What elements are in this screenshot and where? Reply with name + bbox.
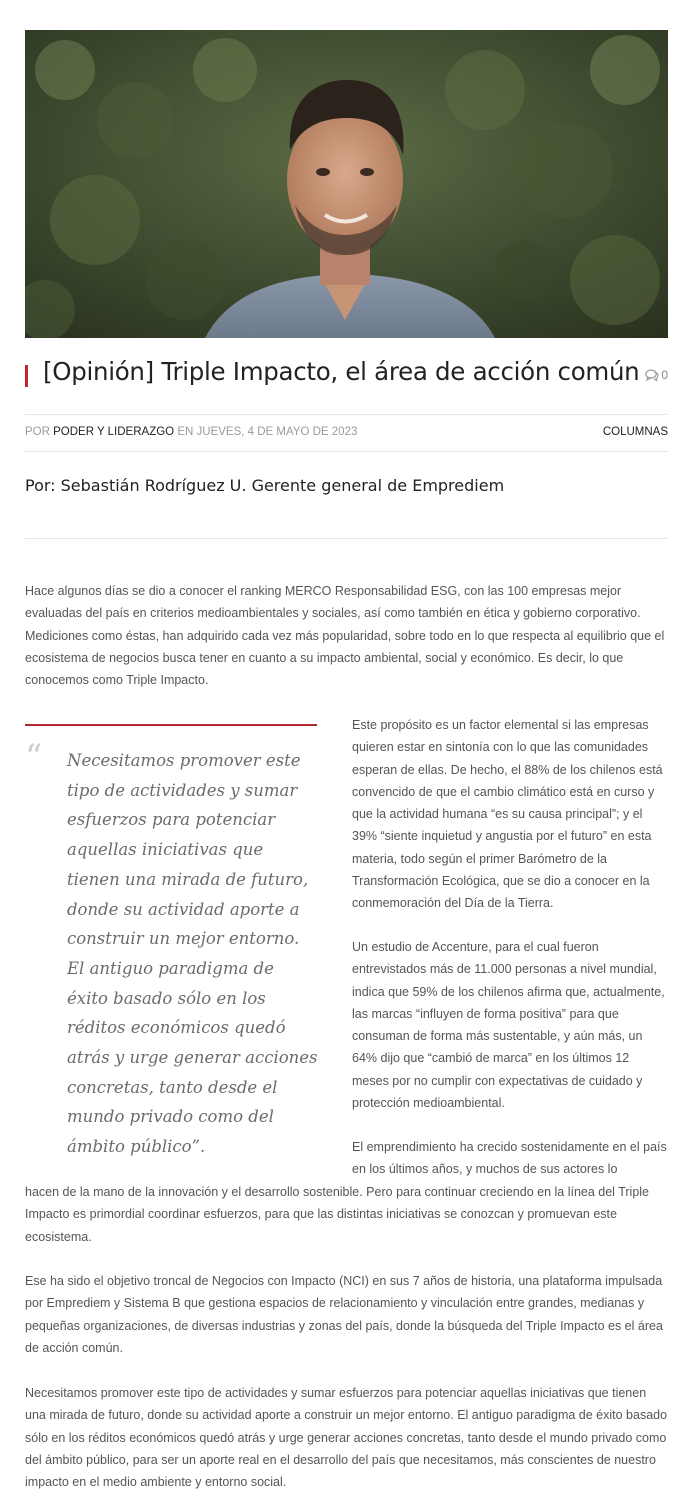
article-title: [Opinión] Triple Impacto, el área de acción común bbox=[43, 357, 640, 386]
paragraph-4-continued: hacen de la mano de la innovación y el desarrollo sostenible. Pero para continuar creciendo en la línea del Triple Impacto es primordial coordinar esfuerzos, para que las distintas iniciativas se conozcan y promuevan este ecosistema. bbox=[25, 1185, 649, 1244]
paragraph-1: Hace algunos días se dio a conocer el ranking MERCO Responsabilidad ESG, con las 100 empresas mejor evaluadas del país en criterios medioambientales y sociales, así como también en ética y gobierno corporativo. Mediciones como éstas, han adquirido cada vez más popularidad, sobre todo en lo que respecta al equilibrio que el ecosistema de negocios busca tener en cuanto a su impacto ambiental, social y económico. Es decir, lo que conocemos como Triple Impacto. bbox=[25, 584, 665, 688]
paragraph-3: Un estudio de Accenture, para el cual fueron entrevistados más de 11.000 personas a nivel mundial, indica que 59% de los chilenos afirma que, actualmente, las marcas “influyen de forma positiva” para que consuman de forma más sustentable, y aún más, un 64% dijo que “cambió de marca” en los últimos 12 meses por no cumplir con expectativas de cuidado y protección medioambiental. bbox=[352, 940, 665, 1111]
hero-photo bbox=[25, 30, 668, 338]
author-link[interactable]: PODER Y LIDERAZGO bbox=[53, 426, 175, 438]
paragraph-6: Necesitamos promover este tipo de actividades y sumar esfuerzos para potenciar aquellas iniciativas que tienen una mirada de futuro, donde su actividad aporte a construir un mejor entorno. El antiguo paradigma de éxito basado sólo en los réditos económicos quedó atrás y urge generar acciones concretas, tanto desde el mundo privado como del ámbito público, para ser un aporte real en el desarrollo del país que necesitamos, más conscientes de nuestro impacto en el medio ambiente y entorno social. bbox=[25, 1386, 668, 1490]
divider bbox=[25, 538, 668, 539]
byline: Por: Sebastián Rodríguez U. Gerente general de Emprediem bbox=[25, 476, 505, 495]
paragraph-2: Este propósito es un factor elemental si las empresas quieren estar en sintonía con lo que las comunidades esperan de ellas. De hecho, el 88% de los chilenos está convencido de que el cambio climático está en curso y que la actividad humana “es su causa principal”; y el 39% “siente inquietud y angustia por el futuro” en esta materia, todo según el primer Barómetro de la Transformación Ecológica, que se dio a conocer en la conmemoración del Día de la Tierra. bbox=[352, 718, 663, 911]
article-meta bbox=[25, 414, 668, 452]
quote-mark-icon: “ bbox=[25, 737, 43, 777]
comment-bubble-icon bbox=[645, 369, 659, 381]
pullquote bbox=[25, 724, 318, 1157]
meta-by-prefix: POR bbox=[25, 426, 50, 438]
title-row bbox=[25, 359, 668, 397]
comments-link[interactable] bbox=[645, 368, 668, 382]
category-link[interactable]: COLUMNAS bbox=[602, 426, 668, 438]
publish-date: JUEVES, 4 DE MAYO DE 2023 bbox=[196, 426, 358, 438]
paragraph-5: Ese ha sido el objetivo troncal de Negocios con Impacto (NCI) en sus 7 años de historia, una plataforma impulsada por Emprediem y Sistema B que gestiona espacios de relacionamiento y vinculación entre grandes, medianas y pequeñas organizaciones, de diversas industrias y zonas del país, donde la búsqueda del Triple Impacto es el área de acción común. bbox=[25, 1274, 663, 1355]
meta-date-prefix: EN bbox=[177, 426, 194, 438]
article bbox=[25, 30, 668, 1490]
pullquote-text: Necesitamos promover este tipo de actividades y sumar esfuerzos para potenciar aquellas iniciativas que tienen una mirada de futuro, donde su actividad aporte a construir un mejor entorno. El antiguo paradigma de éxito basado sólo en los réditos económicos quedó atrás y urge generar acciones concretas, tanto desde el mundo privado como del ámbito público”. bbox=[67, 751, 318, 1157]
comment-count: 0 bbox=[661, 368, 668, 382]
title-accent-bar bbox=[25, 365, 28, 387]
paragraph-4-start: El emprendimiento ha crecido sostenidamente en el país en los últimos años, y muchos de sus actores lo bbox=[352, 1140, 667, 1177]
meta-left bbox=[25, 426, 357, 438]
